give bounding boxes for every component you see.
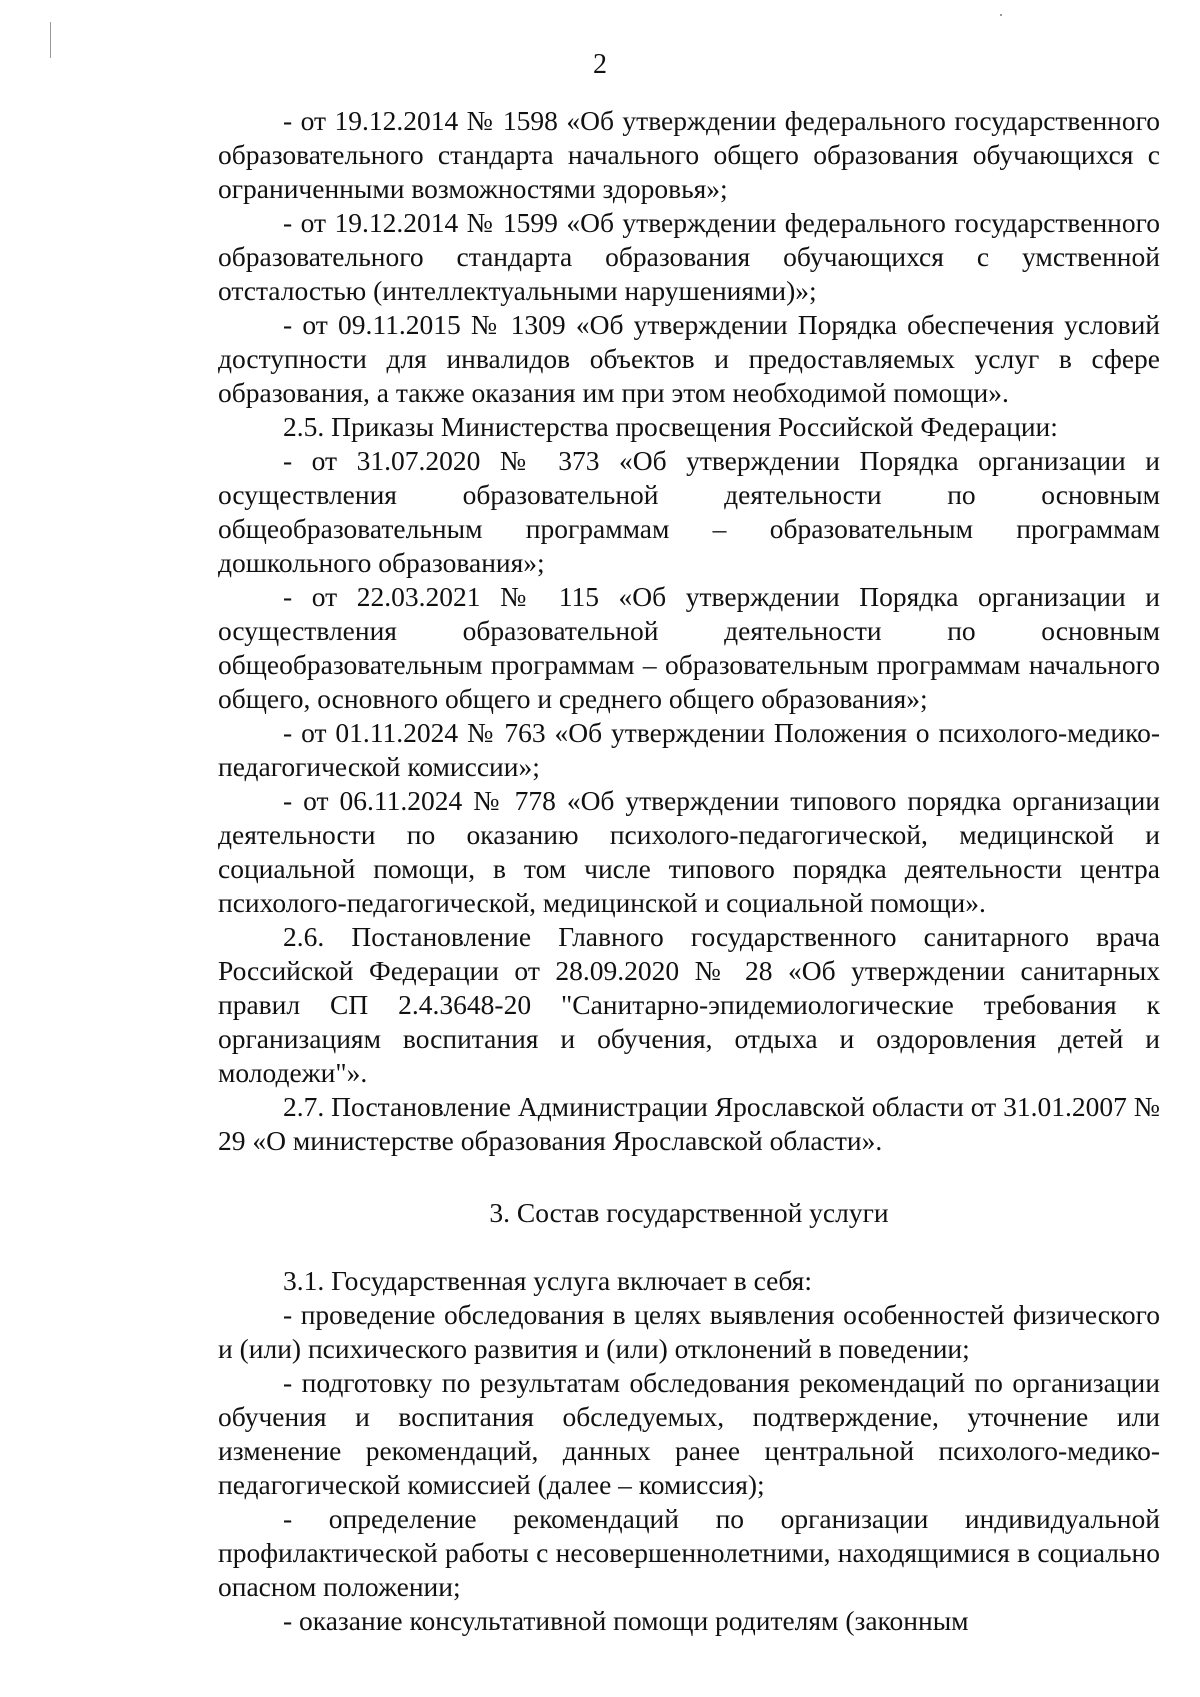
paragraph-order-373: - от 31.07.2020 № 373 «Об утверждении Порядка организации и осуществления образовательной деятельности по основным общеобразовательным программам – образовательным программам дошкольного образования»; <box>218 445 1160 578</box>
page-number: 2 <box>593 49 607 80</box>
document-body <box>218 104 1160 1638</box>
paragraph-order-115: - от 22.03.2021 № 115 «Об утверждении Порядка организации и осуществления образовательной деятельности по основным общеобразовательным программам – образовательным программам начального общего, основного общего и среднего общего образования»; <box>218 581 1160 714</box>
scan-dot-mark <box>1000 14 1002 16</box>
paragraph-order-1599: - от 19.12.2014 № 1599 «Об утверждении федерального государственного образовательного стандарта образования обучающихся с умственной отсталостью (интеллектуальными нарушениями)»; <box>218 207 1160 306</box>
paragraph-clause-2-5: 2.5. Приказы Министерства просвещения Российской Федерации: <box>283 411 1058 442</box>
paragraph-prevention: - определение рекомендаций по организации индивидуальной профилактической работы с несовершеннолетними, находящимися в социально опасном положении; <box>218 1503 1160 1602</box>
paragraph-clause-2-7: 2.7. Постановление Администрации Ярославской области от 31.01.2007 № 29 «О министерстве образования Ярославской области». <box>218 1091 1160 1156</box>
paragraph-order-778: - от 06.11.2024 № 778 «Об утверждении типового порядка организации деятельности по оказанию психолого-педагогической, медицинской и социальной помощи, в том числе типового порядка деятельности центра психолого-педагогической, медицинской и социальной помощи». <box>218 785 1160 918</box>
paragraph-recommendations: - подготовку по результатам обследования рекомендаций по организации обучения и воспитания обследуемых, подтверждение, уточнение или изменение рекомендаций, данных ранее центральной психолого-медико-педагогической комиссией (далее – комиссия); <box>218 1367 1160 1500</box>
paragraph-clause-3-1: 3.1. Государственная услуга включает в себя: <box>283 1265 812 1296</box>
paragraph-clause-2-6: 2.6. Постановление Главного государственного санитарного врача Российской Федерации от 28.09.2020 № 28 «Об утверждении санитарных правил СП 2.4.3648-20 "Санитарно-эпидемиологические требования к организациям воспитания и обучения, отдыха и оздоровления детей и молодежи"». <box>218 921 1160 1088</box>
section-heading: 3. Состав государственной услуги <box>489 1197 889 1228</box>
paragraph-order-1309: - от 09.11.2015 № 1309 «Об утверждении Порядка обеспечения условий доступности для инвалидов объектов и предоставляемых услуг в сфере образования, а также оказания им при этом необходимой помощи». <box>218 309 1160 408</box>
paragraph-order-1598: - от 19.12.2014 № 1598 «Об утверждении федерального государственного образовательного стандарта начального общего образования обучающихся с ограниченными возможностями здоровья»; <box>218 105 1160 204</box>
paragraph-order-763: - от 01.11.2024 № 763 «Об утверждении Положения о психолого-медико-педагогической комиссии»; <box>218 717 1160 782</box>
paragraph-consultation: - оказание консультативной помощи родителям (законным <box>283 1605 969 1636</box>
paragraph-examination: - проведение обследования в целях выявления особенностей физического и (или) психического развития и (или) отклонений в поведении; <box>218 1299 1160 1364</box>
